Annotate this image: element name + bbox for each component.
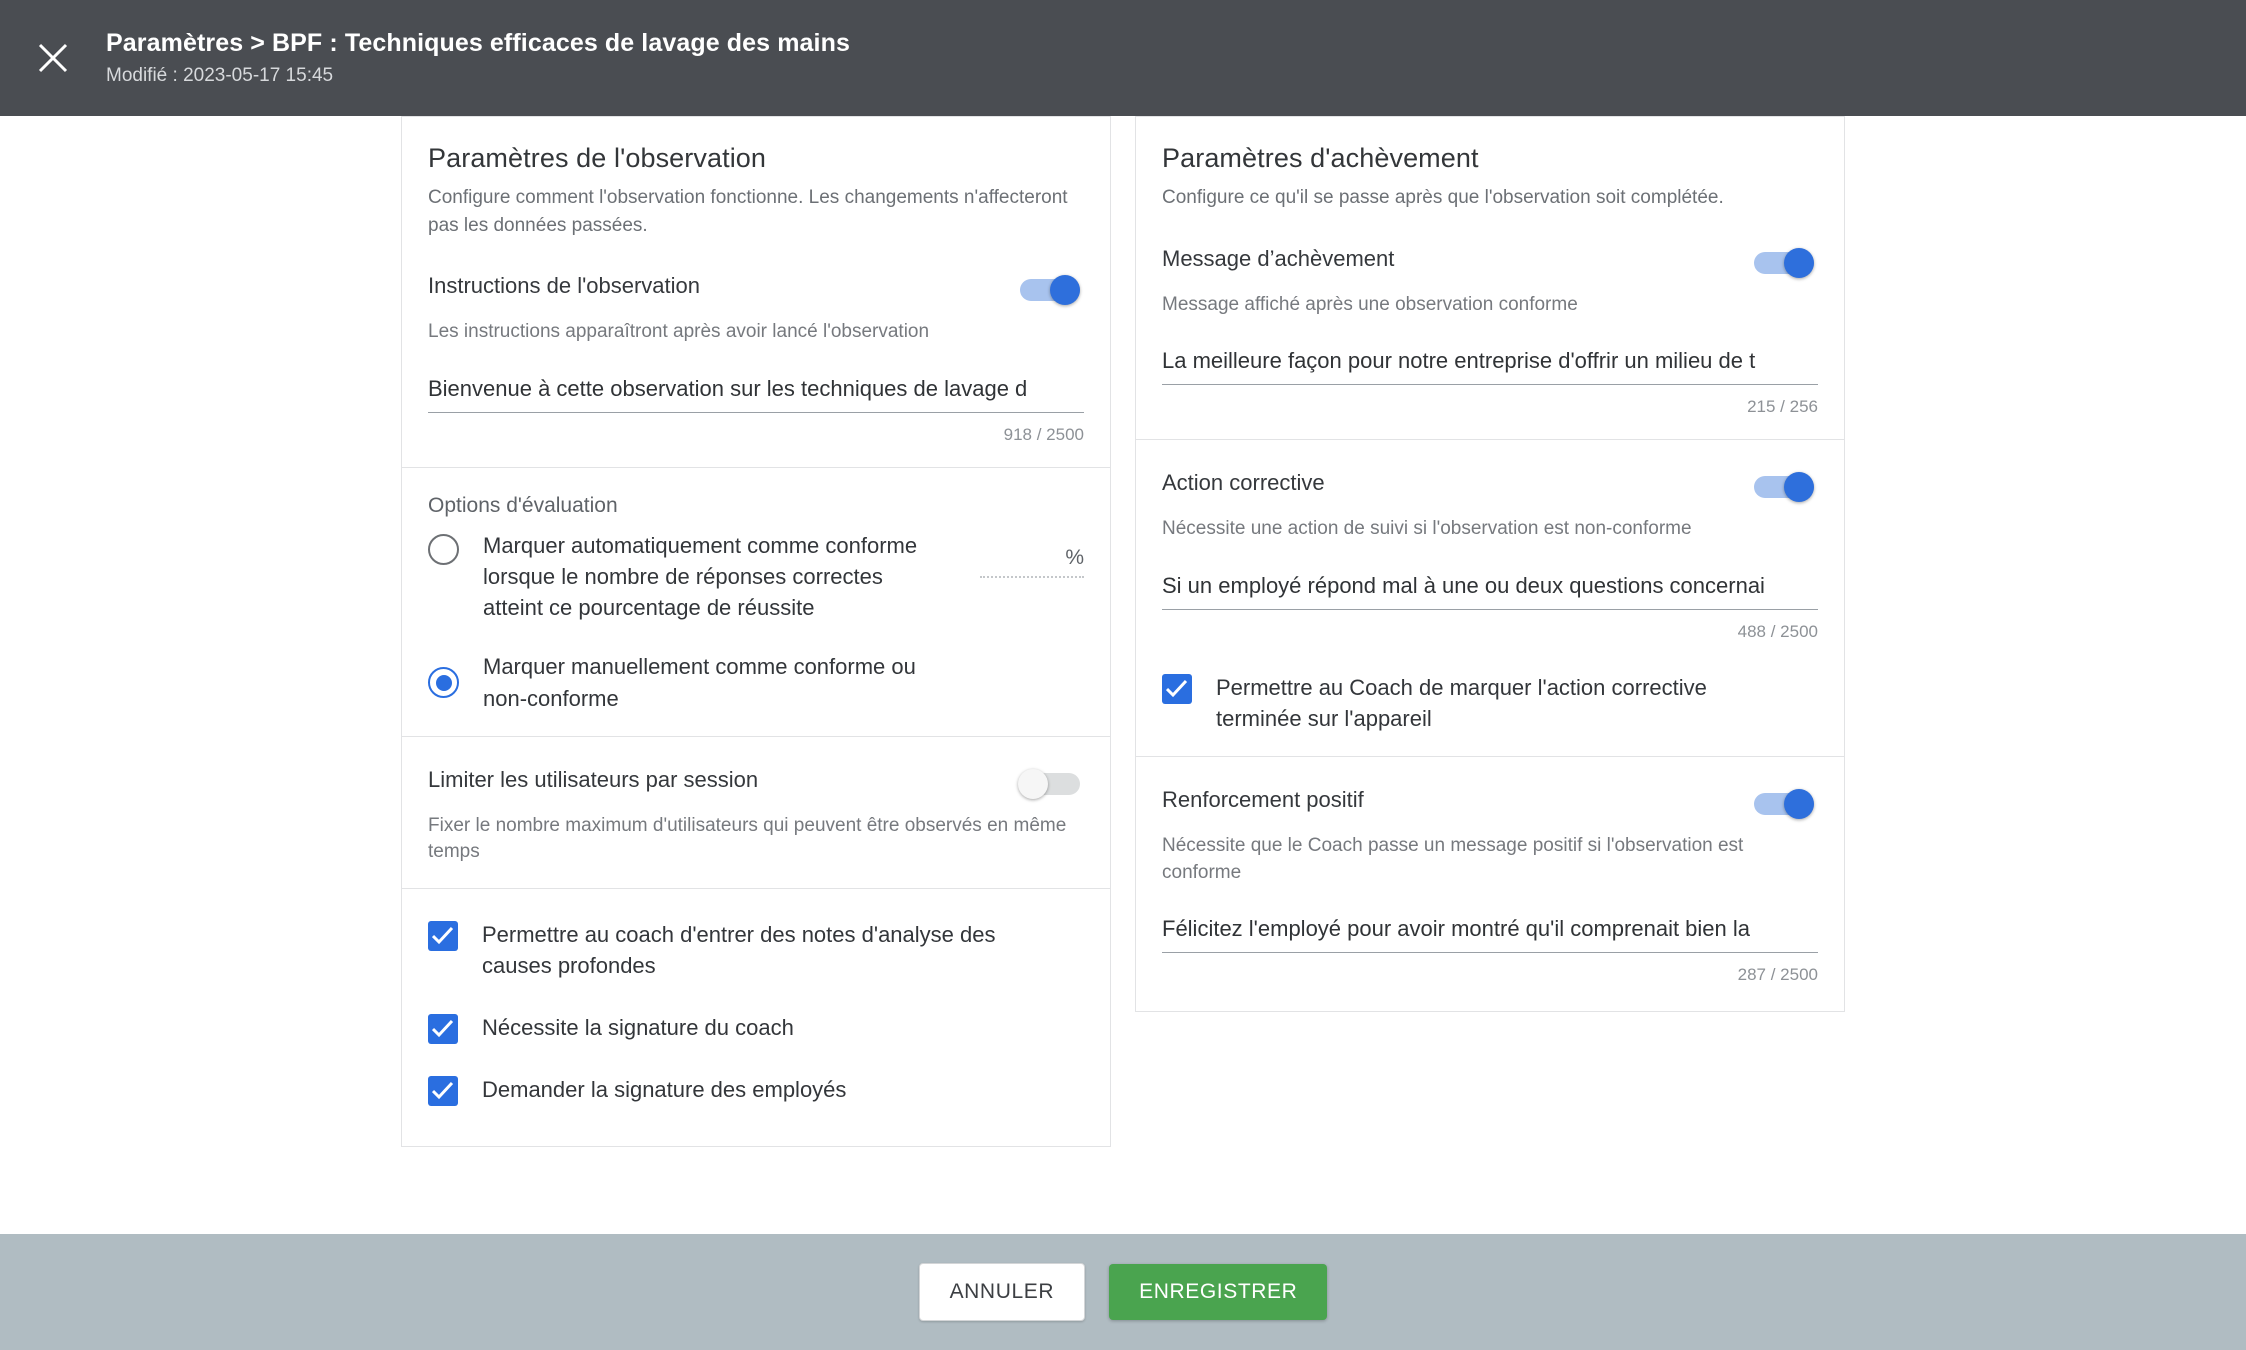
- completion-message-card: [1135, 116, 1845, 439]
- instructions-toggle[interactable]: [1018, 275, 1084, 305]
- evaluation-option-auto-radio[interactable]: [428, 534, 459, 565]
- modified-timestamp: Modifié : 2023-05-17 15:45: [106, 65, 334, 87]
- instructions-input-value: Bienvenue à cette observation sur les techniques de lavage d: [428, 375, 1028, 401]
- evaluation-option-manual-row[interactable]: [428, 651, 1084, 713]
- corrective-action-row: [1162, 470, 1818, 502]
- observation-settings-title: Paramètres de l'observation: [428, 143, 767, 173]
- completion-message-input-value: La meilleure façon pour notre entreprise d'offrir un milieu de t: [1162, 348, 1756, 374]
- limit-users-label: Limiter les utilisateurs par session: [428, 766, 759, 792]
- corrective-action-card: [1135, 439, 1845, 756]
- instructions-counter: 918 / 2500: [1003, 424, 1084, 444]
- close-icon[interactable]: [22, 27, 84, 89]
- limit-users-card: [401, 736, 1111, 888]
- checkbox-root-cause-notes[interactable]: [428, 919, 1084, 981]
- checkbox-root-cause-notes-label: Permettre au coach d'entrer des notes d'analyse des causes profondes: [482, 922, 996, 979]
- dialog-header: [0, 0, 2246, 116]
- evaluation-option-auto-row[interactable]: [428, 530, 1084, 624]
- completion-message-row: [1162, 246, 1818, 278]
- instructions-row: [428, 273, 1084, 305]
- instructions-desc: Les instructions apparaîtront après avoir lancé l'observation: [428, 321, 930, 343]
- checkbox-coach-mark-complete[interactable]: [1162, 672, 1818, 734]
- checkbox-coach-mark-complete-label: Permettre au Coach de marquer l'action corrective terminée sur l'appareil: [1216, 674, 1707, 731]
- corrective-action-desc: Nécessite une action de suivi si l'observation est non-conforme: [1162, 518, 1692, 540]
- instructions-label: Instructions de l'observation: [428, 273, 701, 299]
- corrective-action-label: Action corrective: [1162, 470, 1325, 496]
- evaluation-option-auto-label: Marquer automatiquement comme conforme lorsque le nombre de réponses correctes atteint ce pourcentage de réussite: [483, 532, 918, 621]
- completion-settings-desc: Configure ce qu'il se passe après que l'observation soit complétée.: [1162, 187, 1724, 208]
- breadcrumb-title: Paramètres > BPF : Techniques efficaces de lavage des mains: [106, 28, 850, 57]
- observation-instructions-card: [401, 116, 1111, 467]
- completion-message-desc: Message affiché après une observation conforme: [1162, 293, 1578, 315]
- checkbox-coach-signature[interactable]: [428, 1012, 1084, 1044]
- completion-message-toggle[interactable]: [1752, 248, 1818, 278]
- limit-users-row: [428, 767, 1084, 799]
- evaluation-option-manual-label: Marquer manuellement comme conforme ou non-conforme: [483, 654, 916, 711]
- limit-users-toggle[interactable]: [1018, 769, 1084, 799]
- cancel-button[interactable]: ANNULER: [919, 1263, 1086, 1321]
- dialog-footer: [0, 1234, 2246, 1350]
- positive-reinforcement-row: [1162, 787, 1818, 819]
- corrective-action-input[interactable]: [1162, 573, 1818, 610]
- positive-reinforcement-card: [1135, 756, 1845, 1012]
- observation-settings-desc: Configure comment l'observation fonctionne. Les changements n'affecteront pas les données passées.: [428, 187, 1068, 236]
- completion-settings-column: [1135, 116, 1845, 1147]
- checkbox-employee-signature-label: Demander la signature des employés: [482, 1076, 847, 1102]
- completion-message-counter: 215 / 256: [1747, 397, 1818, 417]
- settings-columns: [401, 116, 1845, 1147]
- checkbox-coach-signature-box[interactable]: [428, 1014, 458, 1044]
- positive-reinforcement-desc: Nécessite que le Coach passe un message positif si l'observation est conforme: [1162, 835, 1744, 883]
- instructions-input[interactable]: [428, 376, 1084, 413]
- positive-reinforcement-label: Renforcement positif: [1162, 787, 1364, 813]
- completion-message-input[interactable]: [1162, 348, 1818, 385]
- dialog-body: [0, 116, 2246, 1234]
- limit-users-desc: Fixer le nombre maximum d'utilisateurs qui peuvent être observés en même temps: [428, 814, 1067, 863]
- checkbox-employee-signature-box[interactable]: [428, 1076, 458, 1106]
- corrective-action-input-value: Si un employé répond mal à une ou deux questions concernai: [1162, 572, 1765, 598]
- positive-reinforcement-toggle[interactable]: [1752, 789, 1818, 819]
- completion-settings-title: Paramètres d'achèvement: [1162, 143, 1479, 173]
- corrective-action-toggle[interactable]: [1752, 472, 1818, 502]
- checkbox-coach-signature-label: Nécessite la signature du coach: [482, 1014, 794, 1040]
- corrective-action-counter: 488 / 2500: [1737, 621, 1818, 641]
- percent-suffix: %: [1065, 545, 1084, 569]
- positive-reinforcement-counter: 287 / 2500: [1737, 965, 1818, 985]
- evaluation-options-title: Options d'évaluation: [428, 493, 618, 517]
- positive-reinforcement-input[interactable]: [1162, 916, 1818, 953]
- evaluation-options-card: [401, 467, 1111, 736]
- observation-checkboxes-card: [401, 888, 1111, 1146]
- header-texts: [106, 29, 850, 88]
- observation-settings-column: [401, 116, 1111, 1147]
- percent-input[interactable]: [980, 546, 1084, 578]
- completion-message-label: Message d’achèvement: [1162, 245, 1395, 271]
- checkbox-root-cause-notes-box[interactable]: [428, 921, 458, 951]
- save-button[interactable]: ENREGISTRER: [1109, 1264, 1327, 1320]
- checkbox-coach-mark-complete-box[interactable]: [1162, 674, 1192, 704]
- checkbox-employee-signature[interactable]: [428, 1074, 1084, 1106]
- positive-reinforcement-input-value: Félicitez l'employé pour avoir montré qu'il comprenait bien la: [1162, 916, 1751, 942]
- evaluation-option-manual-radio[interactable]: [428, 667, 459, 698]
